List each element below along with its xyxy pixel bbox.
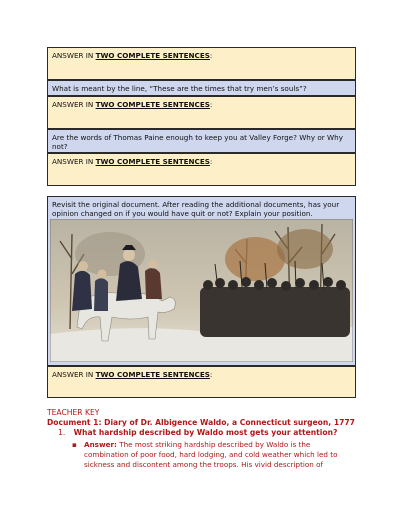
answer-box-2[interactable] — [47, 96, 356, 129]
answer-suffix: : — [209, 157, 213, 166]
document-title — [47, 418, 377, 428]
answer-suffix: : — [209, 100, 213, 109]
answer-prefix: ANSWER IN — [52, 370, 96, 379]
teacher-key-label: TEACHER KEY — [47, 408, 100, 417]
question-2 — [47, 129, 356, 153]
item-question: What hardship described by Waldo most gets your attention? — [73, 428, 338, 437]
answer-emphasis: TWO COMPLETE SENTENCES — [95, 100, 210, 109]
answer-box-1[interactable] — [47, 47, 356, 80]
key-answer — [72, 440, 349, 470]
question-2-text: Are the words of Thomas Paine enough to keep you at Valley Forge? Why or Why not? — [52, 133, 343, 151]
answer-emphasis: TWO COMPLETE SENTENCES — [95, 51, 210, 60]
answer-emphasis: TWO COMPLETE SENTENCES — [95, 370, 210, 379]
valley-forge-painting — [50, 219, 353, 362]
answer-prefix: ANSWER IN — [52, 100, 96, 109]
answer-text: The most striking hardship described by Waldo is the combination of poor food, hard lodging, and cold weather which led to sickness and discontent among the troops. His vivid description of — [84, 440, 338, 469]
question-1 — [47, 80, 356, 96]
question-3-text: Revisit the original document. After reading the additional documents, has your opinion changed on if you would have quit or not? Explain your position. — [52, 200, 340, 218]
key-item-1 — [58, 428, 378, 438]
answer-box-3[interactable] — [47, 153, 356, 186]
answer-box-4[interactable] — [47, 366, 356, 398]
answer-label: Answer: — [84, 440, 117, 449]
answer-emphasis: TWO COMPLETE SENTENCES — [95, 157, 210, 166]
item-number: 1. — [58, 428, 66, 437]
bullet-icon: ▪ — [72, 440, 77, 449]
answer-prefix: ANSWER IN — [52, 51, 96, 60]
question-1-text: What is meant by the line, “These are the times that try men’s souls”? — [52, 84, 307, 93]
answer-prefix: ANSWER IN — [52, 157, 96, 166]
document-title-text: Document 1: Diary of Dr. Albigence Waldo, a Connecticut surgeon, 1777 — [47, 418, 355, 427]
answer-suffix: : — [209, 370, 213, 379]
answer-suffix: : — [209, 51, 213, 60]
